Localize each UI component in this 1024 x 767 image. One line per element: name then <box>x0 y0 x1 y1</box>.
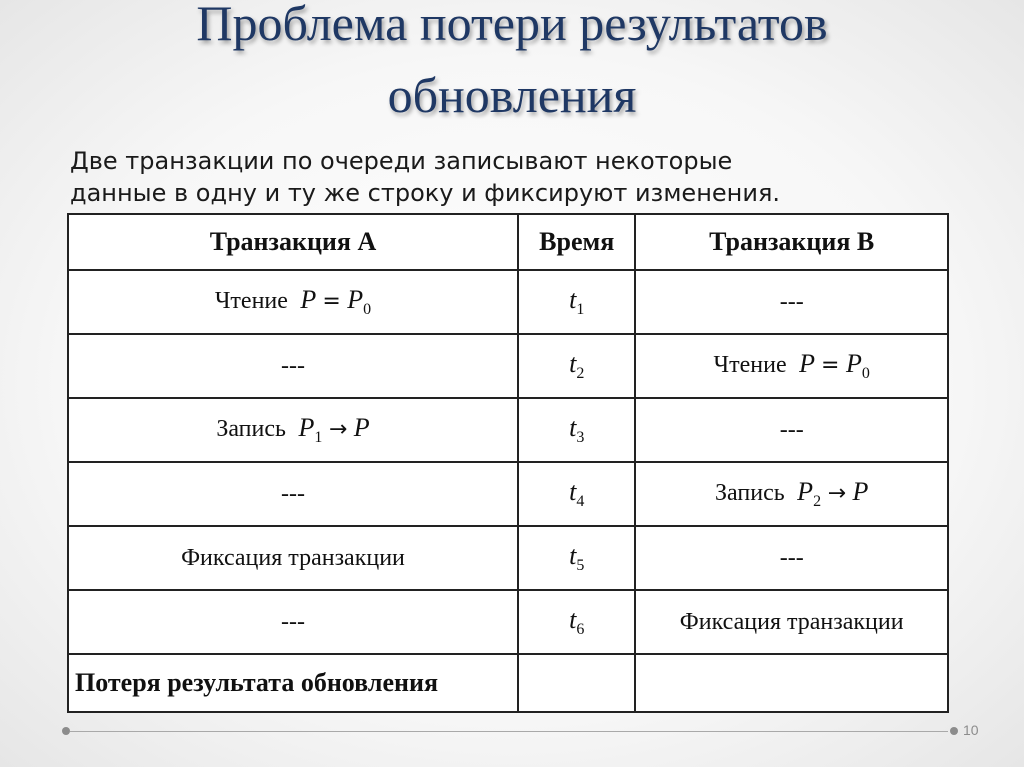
table-row <box>68 398 948 462</box>
cell-transaction-b: --- <box>635 398 948 462</box>
cell-transaction-a: --- <box>68 462 518 526</box>
slide-title-line1: Проблема потери результатов <box>196 0 828 51</box>
cell-time: $t_4$ <box>518 462 635 526</box>
lost-update-table <box>67 213 949 713</box>
table-row <box>68 462 948 526</box>
math-expression: $P_1 \to P$ <box>298 412 370 447</box>
header-transaction-b: Транзакция В <box>635 214 948 270</box>
table-row <box>68 334 948 398</box>
cell-transaction-a <box>68 398 518 462</box>
op-label: Запись <box>715 479 785 506</box>
math-expression: $P_2 \to P$ <box>797 476 869 511</box>
cell-time: $t_1$ <box>518 270 635 334</box>
footer-dot-right <box>950 727 958 735</box>
cell-transaction-b <box>635 462 948 526</box>
table-header-row <box>68 214 948 270</box>
footer-dot-left <box>62 727 70 735</box>
table-footer-row <box>68 654 948 712</box>
cell-transaction-a <box>68 270 518 334</box>
cell-empty <box>635 654 948 712</box>
slide-title <box>0 0 1024 130</box>
op-label: Запись <box>216 415 286 442</box>
cell-transaction-b: Фиксация транзакции <box>635 590 948 654</box>
cell-time: $t_3$ <box>518 398 635 462</box>
intro-line1: Две транзакции по очереди записывают некоторые <box>70 147 733 175</box>
header-transaction-a: Транзакция А <box>68 214 518 270</box>
cell-lost-update-label: Потеря результата обновления <box>68 654 518 712</box>
table-row <box>68 590 948 654</box>
cell-transaction-a: --- <box>68 334 518 398</box>
intro-text <box>70 145 970 209</box>
op-label: Чтение <box>713 351 787 378</box>
cell-transaction-b <box>635 334 948 398</box>
footer-divider <box>70 731 948 732</box>
header-time: Время <box>518 214 635 270</box>
cell-transaction-a: --- <box>68 590 518 654</box>
cell-time: $t_6$ <box>518 590 635 654</box>
table-row <box>68 270 948 334</box>
cell-empty <box>518 654 635 712</box>
op-label: Чтение <box>214 287 288 314</box>
cell-transaction-b: --- <box>635 270 948 334</box>
cell-time: $t_2$ <box>518 334 635 398</box>
cell-transaction-a: Фиксация транзакции <box>68 526 518 590</box>
intro-line2: данные в одну и ту же строку и фиксируют изменения. <box>70 179 781 207</box>
table-row <box>68 526 948 590</box>
page-number: 10 <box>963 722 979 738</box>
slide-title-line2: обновления <box>387 67 637 123</box>
math-expression: $P = P_0$ <box>300 284 372 319</box>
math-expression: $P = P_0$ <box>799 348 870 383</box>
cell-transaction-b: --- <box>635 526 948 590</box>
cell-time: $t_5$ <box>518 526 635 590</box>
